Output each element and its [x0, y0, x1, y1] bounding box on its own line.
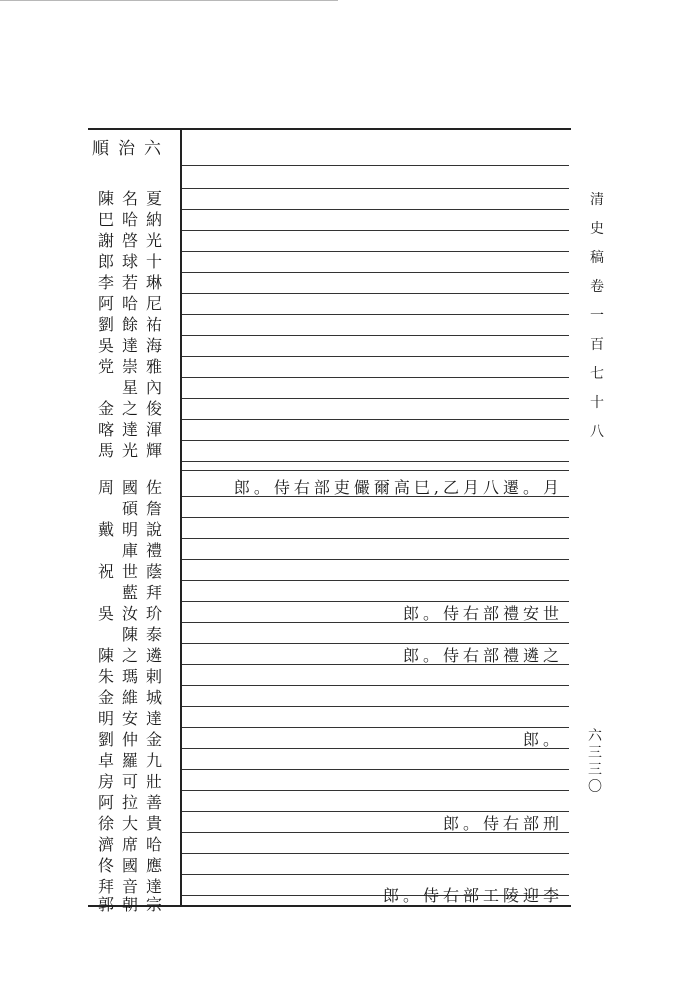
- official-name: 謝啓光: [97, 231, 170, 250]
- official-name: 李若琳: [97, 273, 170, 292]
- official-name: 星內: [121, 378, 170, 397]
- official-name: 庫禮: [121, 541, 170, 560]
- appointment-entry: 郎。: [522, 730, 563, 749]
- appointment-entry: 郎。侍右部工陵迎李: [382, 886, 563, 905]
- official-name: 周國佐: [97, 478, 170, 497]
- official-name: 卓羅九: [97, 751, 170, 770]
- appointment-entry: 郎。侍右部刑: [442, 814, 563, 833]
- book-title-margin: 清史稿卷一百七十八: [590, 192, 604, 440]
- official-name: 戴明說: [97, 520, 170, 539]
- official-name: 金之俊: [97, 399, 170, 418]
- official-name: 陳名夏: [97, 189, 170, 208]
- appointment-entry: 郎。侍右部禮安世: [402, 604, 563, 623]
- official-name: 劉餘祐: [97, 315, 170, 334]
- appointment-entry: 郎。侍右部吏儼爾高巳,乙月八遷。月: [233, 478, 563, 497]
- official-name: 濟席哈: [97, 835, 170, 854]
- official-name: 阿拉善: [97, 793, 170, 812]
- entry-column: [182, 0, 569, 1000]
- official-name: 陳之遴: [97, 646, 170, 665]
- official-name: 喀達渾: [97, 420, 170, 439]
- official-name: 郎球十: [97, 252, 170, 271]
- official-name: 佟國應: [97, 856, 170, 875]
- name-column: [88, 0, 178, 1000]
- official-name: 朱瑪剌: [97, 667, 170, 686]
- official-name: 拜音達: [97, 877, 170, 896]
- official-name: 房可壯: [97, 772, 170, 791]
- official-name: 党崇雅: [97, 357, 170, 376]
- official-name: 藍拜: [121, 583, 170, 602]
- page-number: 六三三〇: [588, 728, 602, 795]
- official-name: 郭朝宗: [97, 895, 170, 914]
- official-name: 金維城: [97, 688, 170, 707]
- official-name: 巴哈納: [97, 210, 170, 229]
- official-name: 劉仲金: [97, 730, 170, 749]
- official-name: 祝世蔭: [97, 562, 170, 581]
- official-name: 陳泰: [121, 625, 170, 644]
- official-name: 吳汝玠: [97, 604, 170, 623]
- official-name: 碩詹: [121, 499, 170, 518]
- official-name: 阿哈尼: [97, 294, 170, 313]
- column-header-name: 順治六: [92, 139, 170, 159]
- official-name: 明安達: [97, 709, 170, 728]
- official-name: 馬光輝: [97, 441, 170, 460]
- official-name: 徐大貴: [97, 814, 170, 833]
- appointment-entry: 郎。侍右部禮遴之: [402, 646, 563, 665]
- official-name: 吳達海: [97, 336, 170, 355]
